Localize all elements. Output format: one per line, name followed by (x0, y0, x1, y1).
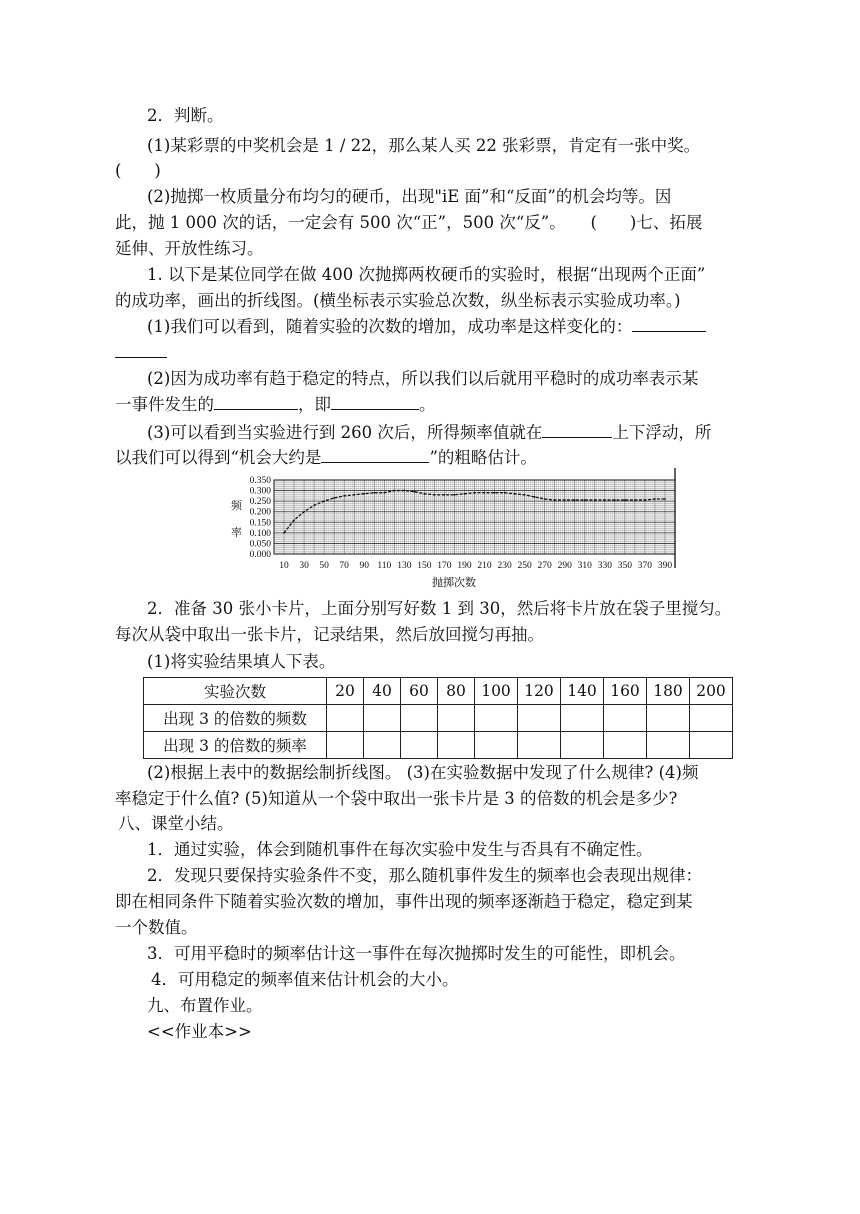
table-cell (604, 705, 647, 732)
data-point (373, 492, 375, 494)
table-row-header: 出现 3 的倍数的频数 (144, 705, 327, 732)
text-segment: 以我们可以得到“机会大约是 (115, 448, 322, 467)
table-cell (690, 705, 733, 732)
blank-continuation (115, 341, 760, 365)
fill-blank (115, 342, 167, 358)
fill-blank (331, 394, 419, 410)
table-row (144, 732, 733, 759)
data-point (323, 500, 325, 502)
data-point (413, 491, 415, 493)
table-cell (647, 732, 690, 759)
table-row (144, 678, 733, 705)
table-cell (561, 705, 604, 732)
text-segment: ”的粗略估计。 (429, 448, 537, 467)
table-cell: 200 (690, 678, 733, 705)
data-point (343, 495, 345, 497)
y-tick-label: 0.250 (249, 497, 271, 508)
x-tick-label: 150 (417, 561, 432, 571)
table-cell (690, 732, 733, 759)
table-row (144, 705, 733, 732)
y-tick-label: 0.150 (249, 518, 271, 529)
data-point (554, 499, 556, 501)
task-2-questions-line-1: (2)根据上表中的数据绘制折线图。 (3)在实验数据中发现了什么规律? (4)频 (147, 763, 699, 782)
y-tick-label: 0.350 (249, 476, 271, 486)
table-cell: 60 (401, 678, 438, 705)
table-cell (327, 705, 364, 732)
x-tick-label: 70 (339, 561, 349, 571)
task-1-line-2: 的成功率，画出的折线图。(横坐标表示实验总次数，纵坐标表示实验成功率。) (115, 291, 681, 310)
data-point (564, 499, 566, 501)
data-point (403, 490, 405, 492)
data-point (393, 490, 395, 492)
section-title-summary: 八、课堂小结。 (118, 814, 234, 833)
data-point (524, 494, 526, 496)
data-point (574, 499, 576, 501)
y-tick-label: 0.050 (249, 539, 271, 550)
x-tick-labels (279, 561, 672, 571)
x-tick-label: 110 (377, 561, 392, 571)
x-tick-label: 10 (279, 561, 289, 571)
data-point (664, 498, 666, 500)
text-segment: ，即 (298, 395, 331, 414)
text-segment: 一事件发生的 (115, 395, 214, 414)
question-2-line-1: (2)抛掷一枚质量分布均匀的硬币，出现"iE 面”和“反面”的机会均等。因 (147, 187, 672, 206)
data-point (654, 498, 656, 500)
data-point (644, 499, 646, 501)
text-segment: 上下浮动，所 (612, 423, 712, 442)
summary-item-2-line-3: 一个数值。 (115, 918, 198, 937)
section-title-judge: 2．判断。 (147, 106, 224, 125)
x-tick-label: 130 (397, 561, 412, 571)
data-point (283, 532, 285, 534)
x-tick-label: 390 (657, 561, 673, 571)
sub-question-3-line-1 (147, 421, 760, 445)
table-cell: 160 (604, 678, 647, 705)
section-title-extend: 延伸、开放性练习。 (115, 239, 264, 258)
summary-item-2-line-2: 即在相同条件下随着实验次数的增加，事件出现的频率逐渐趋于稳定，稳定到某 (115, 892, 693, 911)
data-point (353, 494, 355, 496)
table-cell: 140 (561, 678, 604, 705)
sub-question-3-line-2 (115, 446, 760, 470)
chart-grid (274, 480, 675, 554)
y-tick-label: 0.100 (249, 528, 271, 539)
table-cell: 180 (647, 678, 690, 705)
fill-blank (632, 316, 706, 332)
data-point (494, 492, 496, 494)
table-cell (364, 732, 401, 759)
table-cell: 20 (327, 678, 364, 705)
table-cell (604, 732, 647, 759)
data-point (504, 492, 506, 494)
experiment-table (143, 677, 733, 759)
x-tick-label: 370 (637, 561, 653, 571)
frequency-line-chart (222, 468, 688, 590)
data-point (584, 499, 586, 501)
table-cell (518, 732, 561, 759)
summary-item-4: 4．可用稳定的频率值来估计机会的大小。 (151, 970, 459, 989)
y-tick-labels (250, 476, 272, 560)
task-1-line-1: 1. 以下是某位同学在做 400 次抛掷两枚硬币的实验时，根据“出现两个正面” (147, 265, 706, 284)
data-point (484, 492, 486, 494)
data-point (514, 493, 516, 495)
x-tick-label: 210 (477, 561, 492, 571)
data-point (474, 492, 476, 494)
table-cell: 100 (475, 678, 518, 705)
data-point (624, 499, 626, 501)
x-tick-label: 250 (517, 561, 532, 571)
x-tick-label: 90 (359, 561, 369, 571)
data-point (333, 497, 335, 499)
summary-item-3: 3．可用平稳时的频率估计这一事件在每次抛掷时发生的可能性，即机会。 (147, 944, 686, 963)
question-2-line-2: 此，抛 1 000 次的话，一定会有 500 次“正”，500 次“反”。 ( )七、拓展 (115, 213, 703, 232)
x-tick-label: 350 (617, 561, 632, 571)
table-cell (401, 705, 438, 732)
table-cell (475, 705, 518, 732)
data-point (303, 511, 305, 513)
table-cell (475, 732, 518, 759)
data-point (423, 493, 425, 495)
y-axis-label-char-2: 率 (231, 527, 242, 539)
y-tick-label: 0.000 (249, 550, 271, 560)
fill-blank (542, 422, 612, 438)
data-point (604, 499, 606, 501)
task-2-questions-line-2: 率稳定于什么值? (5)知道从一个袋中取出一张卡片是 3 的倍数的机会是多少? (115, 789, 678, 808)
task-2-sub-1: (1)将实验结果填人下表。 (147, 652, 336, 671)
sub-question-1 (147, 315, 760, 339)
x-tick-label: 190 (457, 561, 472, 571)
y-tick-label: 0.200 (249, 507, 271, 518)
table-cell (518, 705, 561, 732)
table-cell (561, 732, 604, 759)
text-segment: 。 (419, 395, 436, 414)
table-cell (401, 732, 438, 759)
x-tick-label: 270 (537, 561, 552, 571)
data-point (544, 498, 546, 500)
section-title-homework: 九、布置作业。 (147, 996, 263, 1015)
text-segment: (3)可以看到当实验进行到 260 次后，所得频率值就在 (147, 423, 543, 442)
y-tick-label: 0.300 (249, 486, 271, 497)
homework-reference: <<作业本>> (147, 1022, 252, 1041)
data-point (614, 499, 616, 501)
data-point (594, 499, 596, 501)
sub-question-1-text: (1)我们可以看到，随着实验的次数的增加，成功率是这样变化的： (147, 317, 633, 336)
y-axis-label-char-1: 频 (231, 500, 242, 512)
fill-blank (214, 394, 298, 410)
data-point (383, 492, 385, 494)
task-2-line-1: 2．准备 30 张小卡片，上面分别写好数 1 到 30，然后将卡片放在袋子里搅匀。 (147, 599, 732, 618)
sub-question-2-line-1: (2)因为成功率有趋于稳定的特点，所以我们以后就用平稳时的成功率表示某 (147, 369, 699, 388)
data-point (444, 494, 446, 496)
summary-item-1: 1．通过实验，体会到随机事件在每次实验中发生与否具有不确定性。 (147, 840, 653, 859)
table-cell (327, 732, 364, 759)
x-tick-label: 170 (437, 561, 452, 571)
x-tick-label: 310 (577, 561, 592, 571)
data-point (634, 499, 636, 501)
x-axis-label: 抛掷次数 (432, 577, 476, 589)
task-2-line-2: 每次从袋中取出一张卡片，记录结果，然后放回搅匀再抽。 (115, 625, 544, 644)
sub-question-2-line-2 (115, 393, 760, 417)
table-cell: 120 (518, 678, 561, 705)
table-cell: 40 (364, 678, 401, 705)
table-cell (438, 705, 475, 732)
fill-blank (321, 447, 429, 463)
x-tick-label: 330 (597, 561, 612, 571)
data-point (534, 496, 536, 498)
data-point (454, 494, 456, 496)
data-point (434, 494, 436, 496)
summary-item-2-line-1: 2．发现只要保持实验条件不变，那么随机事件发生的频率也会表现出规律： (147, 866, 702, 885)
data-point (464, 493, 466, 495)
x-tick-label: 290 (557, 561, 572, 571)
table-cell: 80 (438, 678, 475, 705)
data-point (363, 493, 365, 495)
answer-bracket-1: ( ) (115, 161, 161, 180)
table-cell (438, 732, 475, 759)
x-tick-label: 50 (319, 561, 329, 571)
table-row-header: 出现 3 的倍数的频率 (144, 732, 327, 759)
table-cell (647, 705, 690, 732)
data-point (293, 519, 295, 521)
question-1: (1)某彩票的中奖机会是 1 / 22，那么某人买 22 张彩票，肯定有一张中奖。 (147, 136, 701, 155)
x-tick-label: 230 (497, 561, 512, 571)
data-point (313, 504, 315, 506)
x-tick-label: 30 (299, 561, 309, 571)
table-header-cell: 实验次数 (144, 678, 327, 705)
table-cell (364, 705, 401, 732)
